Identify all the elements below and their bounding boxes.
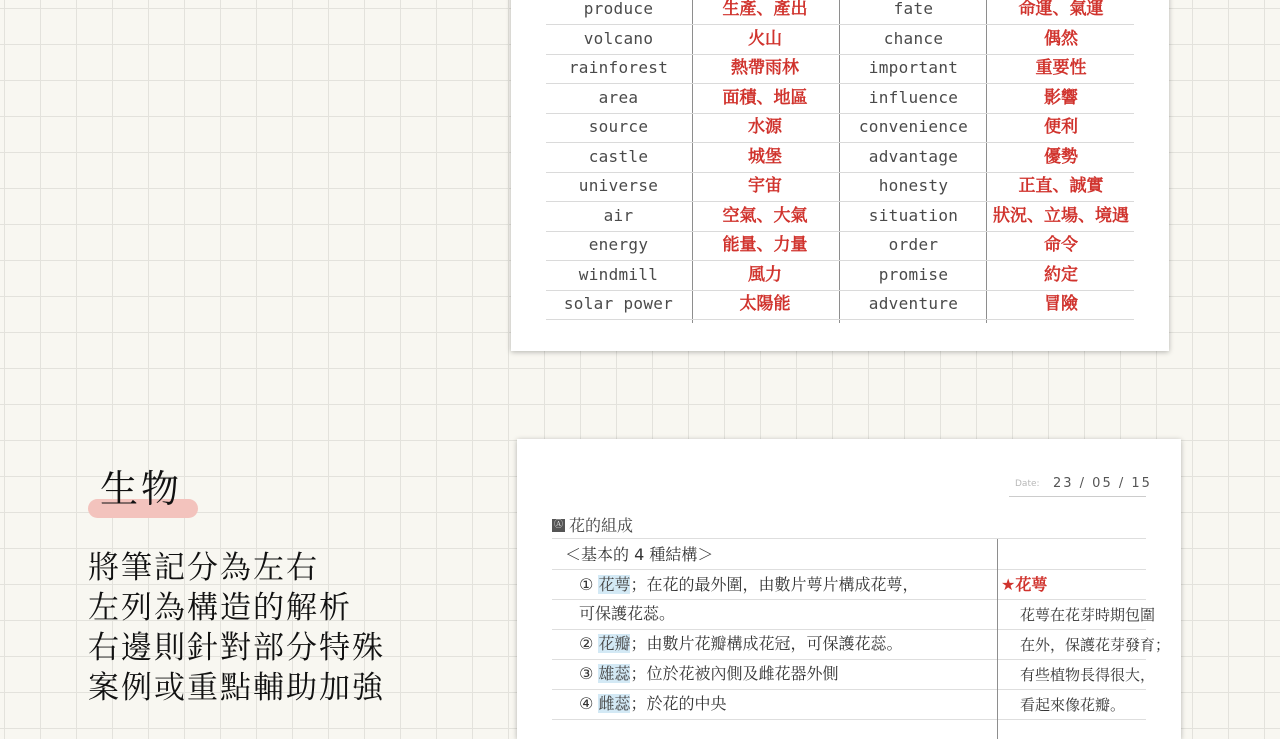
chinese-meaning: 能量、力量 (722, 235, 808, 255)
item-number: ② (579, 634, 594, 653)
english-word: windmill (578, 264, 659, 284)
item-text: ；由數片花瓣構成花冠，可保護花蕊。 (630, 634, 903, 653)
chinese-meaning: 水源 (748, 117, 782, 137)
english-word: produce (583, 0, 654, 18)
section-title: 花的組成 (569, 516, 634, 535)
english-word: solar power (563, 294, 674, 313)
item-number: ③ (579, 664, 594, 683)
english-word: source (588, 117, 649, 136)
date-label: Date: (1015, 479, 1040, 489)
vocab-row (546, 290, 1134, 320)
date-underline (1009, 496, 1146, 497)
chinese-meaning: 熱帶雨林 (731, 58, 799, 78)
note-item (579, 693, 726, 715)
vocab-row (546, 261, 1134, 291)
english-word: energy (588, 235, 649, 254)
chinese-meaning: 影響 (1044, 87, 1078, 108)
vocab-row (546, 25, 1134, 55)
ruled-line (552, 599, 1146, 600)
chinese-meaning: 宇宙 (748, 176, 782, 196)
highlighted-term: 雄蕊 (598, 664, 631, 683)
page-title: 生物 (100, 467, 183, 511)
chinese-meaning: 偶然 (1044, 28, 1078, 49)
english-word: important (868, 58, 959, 77)
item-text: ；在花的最外圍，由數片萼片構成花萼， (630, 575, 919, 594)
english-word: universe (578, 176, 659, 195)
note-item-continuation: 可保護花蕊。 (579, 604, 676, 623)
chinese-meaning: 面積、地區 (722, 87, 808, 108)
vocab-row (546, 202, 1134, 232)
note-item (579, 574, 918, 596)
chinese-meaning: 城堡 (748, 146, 782, 167)
caption-line: 右邊則針對部分特殊 (88, 630, 385, 666)
item-number: ① (579, 575, 594, 594)
item-text: ；於花的中央 (630, 694, 727, 713)
item-number: ④ (579, 694, 594, 713)
chinese-meaning: 生產、產出 (722, 0, 808, 19)
english-word: rainforest (568, 58, 669, 77)
caption (88, 548, 385, 708)
ruled-line (552, 629, 1146, 630)
ruled-line (552, 659, 1146, 660)
english-word: situation (868, 205, 959, 225)
vocab-row (546, 54, 1134, 84)
chinese-meaning: 空氣、大氣 (722, 205, 808, 226)
chinese-meaning: 優勢 (1044, 146, 1078, 167)
english-word: adventure (868, 294, 959, 313)
english-word: area (598, 87, 639, 107)
note-item (579, 633, 902, 655)
english-word: order (888, 235, 939, 254)
vocab-row (546, 172, 1134, 202)
date-value: 23 / 05 / 15 (1053, 476, 1152, 491)
chinese-meaning: 命令 (1044, 235, 1078, 255)
caption-line: 將筆記分為左右 (88, 550, 319, 586)
english-word: promise (878, 264, 949, 284)
ruled-line (552, 569, 1146, 570)
english-word: honesty (878, 176, 949, 195)
caption-line: 案例或重點輔助加強 (88, 670, 385, 706)
chinese-meaning: 狀況、立場、境遇 (993, 205, 1129, 226)
section-icon: Ⓐ (553, 520, 563, 530)
english-word: fate (893, 0, 934, 18)
side-note-line: 有些植物長得很大， (1020, 666, 1156, 684)
english-word: advantage (868, 146, 959, 166)
highlighted-term: 花萼 (598, 575, 631, 594)
chinese-meaning: 命運、氣運 (1018, 0, 1104, 19)
side-note-heading (1001, 574, 1047, 596)
caption-line: 左列為構造的解析 (88, 590, 352, 626)
english-word: chance (883, 28, 944, 48)
notes-card (517, 439, 1181, 739)
chinese-meaning: 便利 (1044, 117, 1078, 137)
english-word: air (603, 205, 634, 225)
english-word: castle (588, 146, 649, 166)
ruled-line (552, 689, 1146, 690)
vocabulary-card (511, 0, 1169, 351)
chinese-meaning: 約定 (1044, 264, 1078, 285)
item-text: ；位於花被內側及雌花器外側 (630, 664, 839, 683)
star-icon: ★ (1001, 575, 1016, 594)
note-item (579, 663, 838, 685)
chinese-meaning: 火山 (748, 28, 782, 49)
ruled-line (552, 538, 1146, 539)
vocab-row (546, 0, 1134, 25)
chinese-meaning: 風力 (748, 264, 782, 285)
chinese-meaning: 正直、誠實 (1018, 176, 1104, 196)
english-word: volcano (583, 28, 654, 48)
english-word: influence (868, 87, 959, 107)
english-word: convenience (858, 117, 969, 136)
vocab-row (546, 113, 1134, 143)
chinese-meaning: 太陽能 (739, 294, 791, 314)
highlighted-term: 雌蕊 (598, 694, 631, 713)
side-note-line: 看起來像花瓣。 (1020, 696, 1126, 714)
notes-divider (997, 539, 998, 739)
chinese-meaning: 重要性 (1035, 58, 1087, 78)
vocab-row (546, 143, 1134, 173)
chinese-meaning: 冒險 (1044, 294, 1078, 314)
vocab-row (546, 231, 1134, 261)
vocab-row (546, 84, 1134, 114)
side-note-title: 花萼 (1015, 575, 1048, 594)
side-note-line: 在外，保護花芽發育； (1020, 636, 1171, 654)
side-note-line: 花萼在花芽時期包圍 (1020, 606, 1156, 624)
subheading: ＜基本的 4 種結構＞ (565, 545, 714, 564)
highlighted-term: 花瓣 (598, 634, 631, 653)
